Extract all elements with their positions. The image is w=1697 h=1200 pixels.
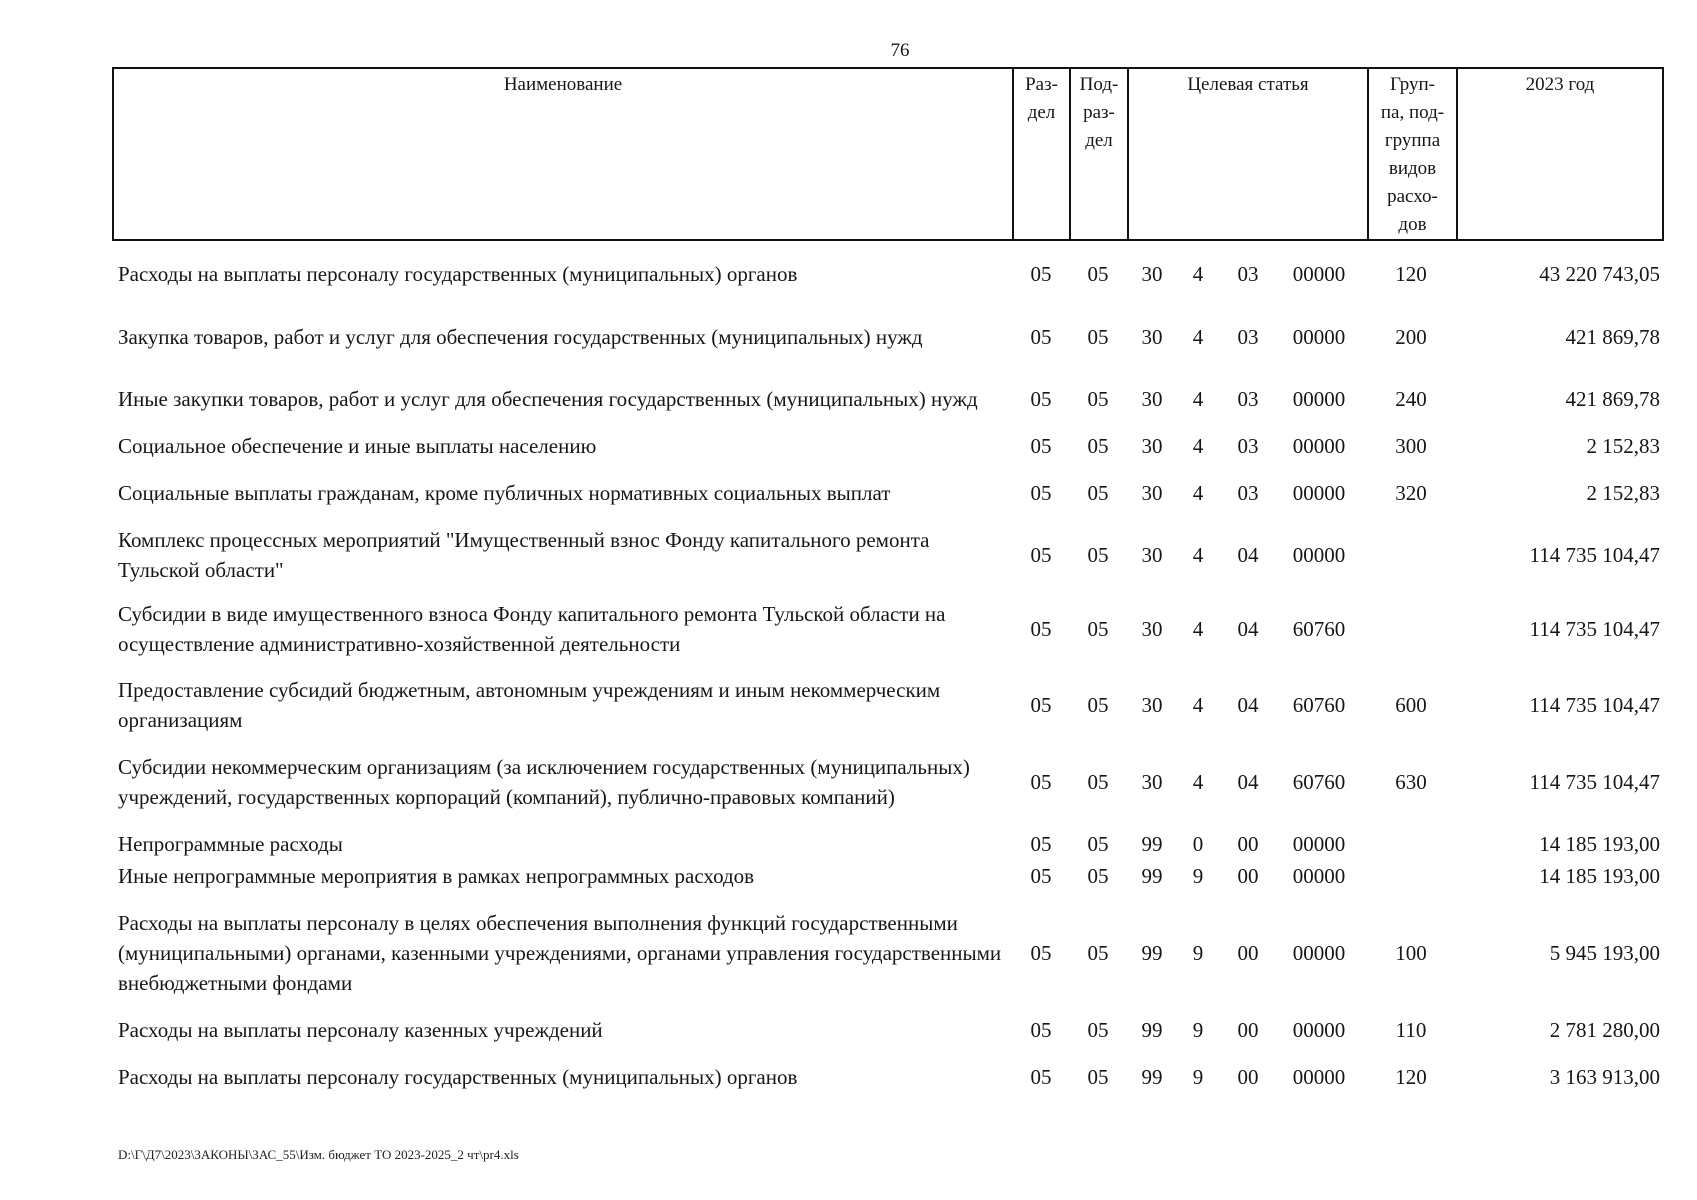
row-target-program: 30 bbox=[1141, 543, 1163, 567]
row-name: Закупка товаров, работ и услуг для обеспечения государственных (муниципальных) нужд bbox=[118, 325, 923, 349]
row-razdel: 05 bbox=[1030, 864, 1052, 888]
row-target-type: 9 bbox=[1192, 1018, 1204, 1042]
row-group: 240 bbox=[1395, 387, 1427, 411]
row-podrazdel: 05 bbox=[1087, 941, 1109, 965]
row-name: Комплекс процессных мероприятий "Имущественный взнос Фонду капитального ремонта Тульской области" bbox=[118, 528, 930, 582]
row-amount: 114 735 104,47 bbox=[1529, 770, 1660, 794]
row-razdel: 05 bbox=[1030, 770, 1052, 794]
row-name: Непрограммные расходы bbox=[118, 832, 343, 856]
row-podrazdel: 05 bbox=[1087, 770, 1109, 794]
row-group bbox=[1376, 860, 1446, 892]
table-row bbox=[0, 905, 1697, 1001]
row-target-event: 00 bbox=[1237, 1065, 1259, 1089]
row-razdel: 05 bbox=[1030, 941, 1052, 965]
table-row bbox=[0, 256, 1697, 292]
header-group: Груп- па, под- группа видов расхо- дов bbox=[1367, 69, 1456, 239]
row-group: 600 bbox=[1395, 693, 1427, 717]
row-target-event: 03 bbox=[1237, 434, 1259, 458]
row-target-direction: 60760 bbox=[1292, 617, 1346, 641]
row-target-type: 9 bbox=[1192, 941, 1204, 965]
row-group bbox=[1376, 828, 1446, 860]
row-group: 120 bbox=[1395, 1065, 1427, 1089]
row-target-type: 9 bbox=[1192, 1065, 1204, 1089]
row-target-type: 4 bbox=[1192, 387, 1204, 411]
row-target-event: 03 bbox=[1237, 387, 1259, 411]
row-target-program: 30 bbox=[1141, 617, 1163, 641]
row-podrazdel: 05 bbox=[1087, 617, 1109, 641]
row-target-event: 00 bbox=[1237, 941, 1259, 965]
row-name: Социальные выплаты гражданам, кроме публичных нормативных социальных выплат bbox=[118, 481, 891, 505]
row-podrazdel: 05 bbox=[1087, 387, 1109, 411]
row-name: Иные закупки товаров, работ и услуг для обеспечения государственных (муниципальных) нужд bbox=[118, 387, 978, 411]
table-row bbox=[0, 368, 1697, 430]
row-amount: 114 735 104,47 bbox=[1529, 543, 1660, 567]
row-razdel: 05 bbox=[1030, 262, 1052, 286]
row-group: 630 bbox=[1395, 770, 1427, 794]
row-podrazdel: 05 bbox=[1087, 434, 1109, 458]
row-target-type: 4 bbox=[1192, 434, 1204, 458]
header-razdel: Раз- дел bbox=[1012, 69, 1069, 239]
row-razdel: 05 bbox=[1030, 387, 1052, 411]
row-target-program: 30 bbox=[1141, 481, 1163, 505]
table-row bbox=[0, 736, 1697, 828]
row-target-event: 00 bbox=[1237, 832, 1259, 856]
row-target-program: 99 bbox=[1141, 1018, 1163, 1042]
row-razdel: 05 bbox=[1030, 434, 1052, 458]
row-group: 100 bbox=[1395, 941, 1427, 965]
row-target-direction: 00000 bbox=[1292, 481, 1346, 505]
row-amount: 14 185 193,00 bbox=[1539, 864, 1660, 888]
header-target: Целевая статья bbox=[1127, 69, 1367, 239]
row-amount: 421 869,78 bbox=[1565, 387, 1660, 411]
row-target-event: 03 bbox=[1237, 262, 1259, 286]
row-group: 300 bbox=[1395, 434, 1427, 458]
row-podrazdel: 05 bbox=[1087, 832, 1109, 856]
row-name: Расходы на выплаты персоналу государственных (муниципальных) органов bbox=[118, 262, 798, 286]
row-group bbox=[1376, 598, 1446, 660]
table-row bbox=[0, 1013, 1697, 1047]
table-row bbox=[0, 306, 1697, 368]
row-target-event: 03 bbox=[1237, 481, 1259, 505]
row-target-type: 4 bbox=[1192, 325, 1204, 349]
row-podrazdel: 05 bbox=[1087, 693, 1109, 717]
row-name: Субсидии в виде имущественного взноса Фонду капитального ремонта Тульской области на осуществление административно-хозяйственной деятельности bbox=[118, 602, 946, 656]
row-target-direction: 00000 bbox=[1292, 325, 1346, 349]
row-target-type: 4 bbox=[1192, 617, 1204, 641]
row-target-program: 99 bbox=[1141, 941, 1163, 965]
row-podrazdel: 05 bbox=[1087, 543, 1109, 567]
table-row bbox=[0, 598, 1697, 660]
row-target-direction: 00000 bbox=[1292, 1018, 1346, 1042]
row-name: Субсидии некоммерческим организациям (за исключением государственных (муниципальных) учреждений, государственных корпораций (компаний), публично-правовых компаний) bbox=[118, 755, 970, 809]
row-target-program: 30 bbox=[1141, 770, 1163, 794]
row-target-event: 00 bbox=[1237, 1018, 1259, 1042]
row-target-event: 04 bbox=[1237, 617, 1259, 641]
row-target-program: 30 bbox=[1141, 693, 1163, 717]
row-podrazdel: 05 bbox=[1087, 262, 1109, 286]
table-row bbox=[0, 674, 1697, 736]
row-podrazdel: 05 bbox=[1087, 864, 1109, 888]
row-target-type: 4 bbox=[1192, 262, 1204, 286]
row-target-program: 30 bbox=[1141, 325, 1163, 349]
row-target-direction: 60760 bbox=[1292, 693, 1346, 717]
row-name: Иные непрограммные мероприятия в рамках непрограммных расходов bbox=[118, 864, 755, 888]
file-path-footer: D:\Г\Д7\2023\ЗАКОНЫ\ЗАС_55\Изм. бюджет ТО 2023-2025_2 чт\pr4.xls bbox=[118, 1147, 519, 1162]
row-target-program: 99 bbox=[1141, 1065, 1163, 1089]
row-name: Расходы на выплаты персоналу в целях обеспечения выполнения функций государственными (муниципальными) органами, казенными учреждениями, органами управления государственными внебюджетными фондами bbox=[118, 911, 1002, 995]
row-group: 320 bbox=[1395, 481, 1427, 505]
row-amount: 3 163 913,00 bbox=[1549, 1065, 1660, 1089]
table-row bbox=[0, 524, 1697, 586]
table-row bbox=[0, 430, 1697, 462]
row-name: Предоставление субсидий бюджетным, автономным учреждениям и иным некоммерческим организациям bbox=[118, 678, 941, 732]
row-podrazdel: 05 bbox=[1087, 1018, 1109, 1042]
header-name: Наименование bbox=[503, 74, 623, 95]
row-amount: 114 735 104,47 bbox=[1529, 693, 1660, 717]
row-target-type: 4 bbox=[1192, 481, 1204, 505]
row-target-program: 30 bbox=[1141, 262, 1163, 286]
row-target-event: 04 bbox=[1237, 693, 1259, 717]
row-name: Расходы на выплаты персоналу казенных учреждений bbox=[118, 1018, 603, 1042]
row-target-event: 00 bbox=[1237, 864, 1259, 888]
row-target-program: 99 bbox=[1141, 832, 1163, 856]
row-razdel: 05 bbox=[1030, 832, 1052, 856]
row-target-event: 04 bbox=[1237, 543, 1259, 567]
row-target-direction: 00000 bbox=[1292, 941, 1346, 965]
row-target-program: 30 bbox=[1141, 434, 1163, 458]
row-target-direction: 00000 bbox=[1292, 434, 1346, 458]
table-row bbox=[0, 1060, 1697, 1094]
row-target-direction: 00000 bbox=[1292, 262, 1346, 286]
row-razdel: 05 bbox=[1030, 1018, 1052, 1042]
row-amount: 2 152,83 bbox=[1586, 434, 1660, 458]
row-target-direction: 00000 bbox=[1292, 1065, 1346, 1089]
row-target-type: 0 bbox=[1192, 832, 1204, 856]
row-group: 200 bbox=[1395, 325, 1427, 349]
row-amount: 114 735 104,47 bbox=[1529, 617, 1660, 641]
table-row bbox=[0, 860, 1697, 892]
row-amount: 43 220 743,05 bbox=[1539, 262, 1660, 286]
header-podrazdel: Под- раз- дел bbox=[1069, 69, 1127, 239]
row-razdel: 05 bbox=[1030, 481, 1052, 505]
header-year: 2023 год bbox=[1456, 69, 1662, 239]
row-podrazdel: 05 bbox=[1087, 481, 1109, 505]
table-row bbox=[0, 462, 1697, 524]
row-target-direction: 00000 bbox=[1292, 387, 1346, 411]
row-group: 120 bbox=[1395, 262, 1427, 286]
row-amount: 5 945 193,00 bbox=[1549, 941, 1660, 965]
row-razdel: 05 bbox=[1030, 325, 1052, 349]
table-row bbox=[0, 828, 1697, 860]
row-podrazdel: 05 bbox=[1087, 325, 1109, 349]
row-target-program: 99 bbox=[1141, 864, 1163, 888]
row-amount: 2 781 280,00 bbox=[1549, 1018, 1660, 1042]
row-razdel: 05 bbox=[1030, 617, 1052, 641]
row-razdel: 05 bbox=[1030, 693, 1052, 717]
row-target-event: 04 bbox=[1237, 770, 1259, 794]
row-name: Социальное обеспечение и иные выплаты населению bbox=[118, 434, 597, 458]
row-target-type: 4 bbox=[1192, 693, 1204, 717]
row-target-event: 03 bbox=[1237, 325, 1259, 349]
row-target-direction: 00000 bbox=[1292, 832, 1346, 856]
page-number: 76 bbox=[890, 40, 910, 61]
row-amount: 14 185 193,00 bbox=[1539, 832, 1660, 856]
row-group: 110 bbox=[1395, 1018, 1427, 1042]
row-amount: 421 869,78 bbox=[1565, 325, 1660, 349]
row-group bbox=[1376, 524, 1446, 586]
row-target-program: 30 bbox=[1141, 387, 1163, 411]
row-podrazdel: 05 bbox=[1087, 1065, 1109, 1089]
row-target-direction: 60760 bbox=[1292, 770, 1346, 794]
row-razdel: 05 bbox=[1030, 1065, 1052, 1089]
row-target-direction: 00000 bbox=[1292, 543, 1346, 567]
row-target-type: 9 bbox=[1192, 864, 1204, 888]
row-target-direction: 00000 bbox=[1292, 864, 1346, 888]
row-target-type: 4 bbox=[1192, 543, 1204, 567]
row-amount: 2 152,83 bbox=[1586, 481, 1660, 505]
row-name: Расходы на выплаты персоналу государственных (муниципальных) органов bbox=[118, 1065, 798, 1089]
row-razdel: 05 bbox=[1030, 543, 1052, 567]
row-target-type: 4 bbox=[1192, 770, 1204, 794]
